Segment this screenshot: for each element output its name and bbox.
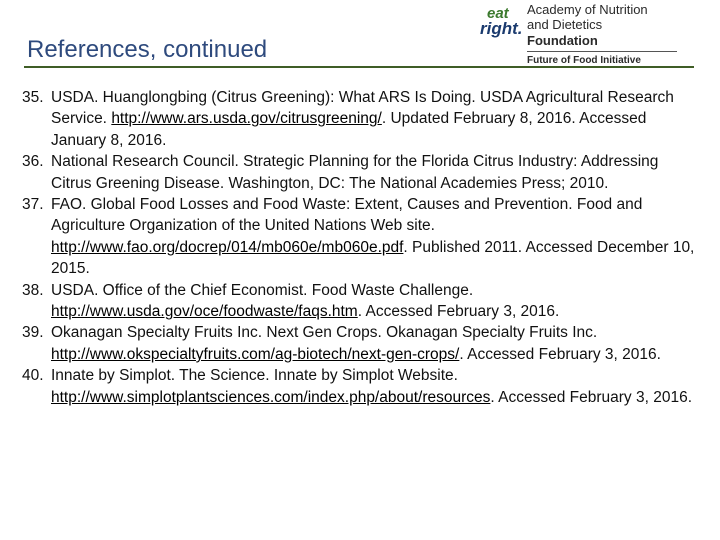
reference-text-tail: . Published 2011. Accessed December 10, 2015. — [51, 238, 695, 278]
reference-item — [22, 151, 702, 194]
foundation-logo — [480, 2, 700, 64]
reference-link[interactable]: http://www.fao.org/docrep/014/mb060e/mb060e.pdf — [51, 238, 404, 256]
reference-text-tail: . Accessed February 3, 2016. — [490, 388, 693, 406]
reference-text: National Research Council. Strategic Planning for the Florida Citrus Industry: Addressing Citrus Greening Disease. Washington, DC: The National Academies Press; 2010. — [51, 153, 659, 192]
reference-text-tail: . Accessed February 3, 2016. — [357, 303, 560, 321]
reference-link[interactable]: http://www.ars.usda.gov/citrusgreening/ — [111, 110, 382, 128]
reference-list — [22, 87, 702, 408]
reference-number: 39. — [22, 324, 44, 342]
logo-text — [527, 2, 677, 68]
reference-number: 36. — [22, 153, 44, 171]
title-divider — [24, 66, 694, 68]
reference-item — [22, 87, 702, 151]
logo-mark-top: eat — [487, 5, 509, 22]
logo-line-4: Future of Food Initiative — [527, 51, 677, 68]
logo-line-3: Foundation — [527, 33, 598, 48]
reference-text: USDA. Office of the Chief Economist. Food Waste Challenge. — [51, 281, 474, 299]
reference-text-tail: . Updated February 8, 2016. Accessed January 8, 2016. — [51, 110, 647, 149]
reference-text: FAO. Global Food Losses and Food Waste: Extent, Causes and Prevention. Food and Agriculture Organization of the United Nations Web site. — [51, 196, 643, 235]
reference-item — [22, 322, 702, 365]
reference-number: 40. — [22, 367, 44, 385]
reference-text: USDA. Huanglongbing (Citrus Greening): What ARS Is Doing. USDA Agricultural Research Service. — [51, 89, 674, 128]
logo-mark-bottom: right. — [480, 19, 523, 38]
reference-link[interactable]: http://www.okspecialtyfruits.com/ag-biotech/next-gen-crops/ — [51, 345, 460, 363]
reference-item — [22, 365, 702, 408]
logo-line-2: and Dietetics — [527, 17, 603, 32]
eat-right-logo-mark — [480, 5, 523, 38]
reference-item — [22, 280, 702, 323]
reference-link[interactable]: http://www.usda.gov/oce/foodwaste/faqs.htm — [51, 303, 358, 321]
reference-item — [22, 194, 702, 280]
reference-text: Innate by Simplot. The Science. Innate by Simplot Website. — [51, 367, 458, 385]
reference-text: Okanagan Specialty Fruits Inc. Next Gen Crops. Okanagan Specialty Fruits Inc. — [51, 324, 598, 342]
logo-line-1: Academy of Nutrition — [527, 2, 648, 17]
reference-number: 38. — [22, 281, 44, 299]
reference-link[interactable]: http://www.simplotplantsciences.com/index.php/about/resources — [51, 388, 491, 406]
slide-title: References, continued — [27, 36, 268, 63]
reference-text-tail: . Accessed February 3, 2016. — [459, 345, 661, 363]
reference-number: 37. — [22, 196, 44, 214]
reference-number: 35. — [22, 89, 44, 106]
